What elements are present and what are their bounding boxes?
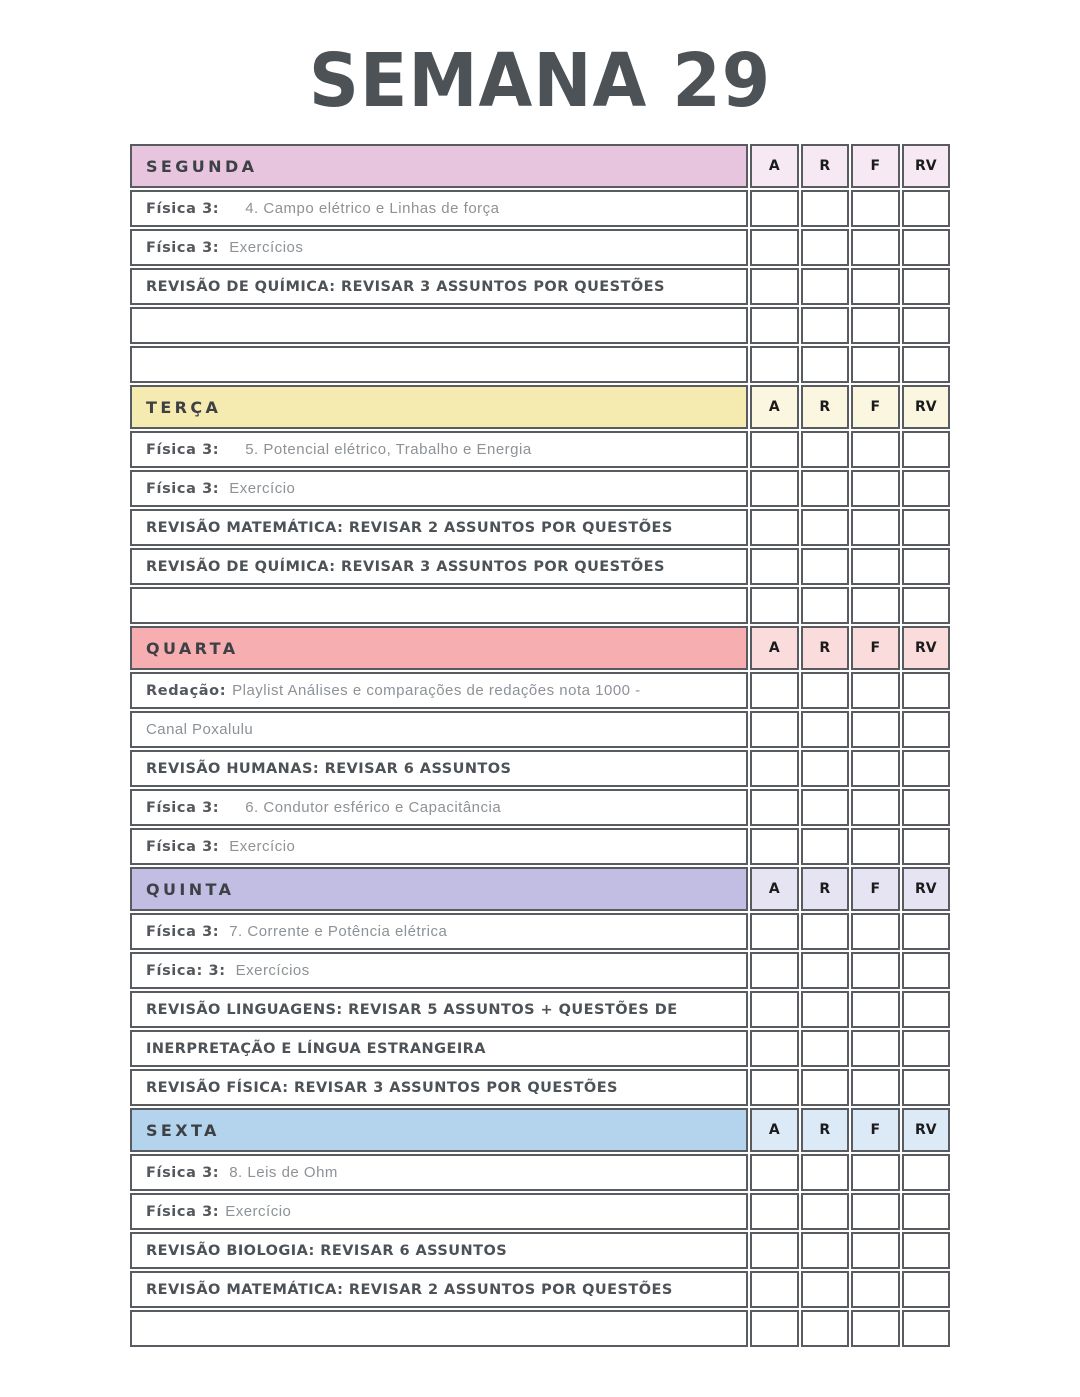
check-columns (748, 1030, 950, 1067)
checkbox-cell-rv[interactable] (902, 789, 951, 826)
task-row (130, 190, 950, 227)
checkbox-cell-rv[interactable] (902, 672, 951, 709)
revision-task: REVISÃO DE QUÍMICA: REVISAR 3 ASSUNTOS POR QUESTÕES (146, 558, 665, 575)
check-columns (748, 144, 950, 188)
column-header-r: R (801, 1108, 850, 1152)
task-cell[interactable] (130, 190, 748, 227)
revision-task: REVISÃO FÍSICA: REVISAR 3 ASSUNTOS POR QUESTÕES (146, 1079, 618, 1096)
subject-description: Exercício (225, 1203, 292, 1220)
task-row (130, 913, 950, 950)
checkbox-cell-rv[interactable] (902, 1310, 951, 1347)
day-name-label: SEXTA (146, 1120, 220, 1140)
checkbox-cell-r[interactable] (801, 587, 850, 624)
check-columns (748, 587, 950, 624)
checkbox-cell-r[interactable] (801, 672, 850, 709)
checkbox-cell-a[interactable] (750, 1193, 799, 1230)
subject-description: 4. Campo elétrico e Linhas de força (245, 200, 500, 217)
day-header-sexta (130, 1108, 748, 1152)
subject-description: 7. Corrente e Potência elétrica (229, 923, 448, 940)
checkbox-cell-rv[interactable] (902, 307, 951, 344)
column-header-rv: RV (902, 626, 951, 670)
task-cell[interactable] (130, 991, 748, 1028)
checkbox-cell-r[interactable] (801, 229, 850, 266)
task-row (130, 952, 950, 989)
day-header-terça (130, 385, 748, 429)
subject-label: Física 3: (146, 923, 220, 940)
checkbox-cell-a[interactable] (750, 190, 799, 227)
checkbox-cell-r[interactable] (801, 509, 850, 546)
task-cell[interactable] (130, 672, 748, 709)
checkbox-cell-f[interactable] (851, 1310, 900, 1347)
checkbox-cell-r[interactable] (801, 1193, 850, 1230)
checkbox-cell-rv[interactable] (902, 346, 951, 383)
subject-description: 6. Condutor esférico e Capacitância (245, 799, 502, 816)
check-columns (748, 711, 950, 748)
check-columns (748, 867, 950, 911)
checkbox-cell-f[interactable] (851, 1154, 900, 1191)
column-header-rv: RV (902, 867, 951, 911)
subject-label: Redação: (146, 682, 227, 699)
task-cell[interactable] (130, 1154, 748, 1191)
checkbox-cell-r[interactable] (801, 1069, 850, 1106)
task-row (130, 470, 950, 507)
column-header-r: R (801, 626, 850, 670)
checkbox-cell-a[interactable] (750, 229, 799, 266)
checkbox-cell-rv[interactable] (902, 952, 951, 989)
subject-label: Física: 3: (146, 962, 226, 979)
checkbox-cell-a[interactable] (750, 828, 799, 865)
task-row (130, 307, 950, 344)
task-description-continuation: Canal Poxalulu (146, 721, 254, 738)
empty-task-cell[interactable] (130, 346, 748, 383)
checkbox-cell-r[interactable] (801, 789, 850, 826)
checkbox-cell-f[interactable] (851, 913, 900, 950)
day-header-row (130, 626, 950, 670)
checkbox-cell-a[interactable] (750, 1030, 799, 1067)
subject-label: Física 3: (146, 838, 220, 855)
checkbox-cell-rv[interactable] (902, 1232, 951, 1269)
check-columns (748, 548, 950, 585)
task-row (130, 1310, 950, 1347)
checkbox-cell-rv[interactable] (902, 229, 951, 266)
checkbox-cell-r[interactable] (801, 991, 850, 1028)
checkbox-cell-f[interactable] (851, 307, 900, 344)
checkbox-cell-a[interactable] (750, 750, 799, 787)
checkbox-cell-r[interactable] (801, 307, 850, 344)
task-row (130, 991, 950, 1028)
checkbox-cell-f[interactable] (851, 1232, 900, 1269)
task-cell[interactable] (130, 1069, 748, 1106)
checkbox-cell-rv[interactable] (902, 587, 951, 624)
task-cell[interactable] (130, 229, 748, 266)
checkbox-cell-f[interactable] (851, 991, 900, 1028)
task-cell[interactable] (130, 711, 748, 748)
task-cell[interactable] (130, 1271, 748, 1308)
checkbox-cell-a[interactable] (750, 672, 799, 709)
task-cell[interactable] (130, 952, 748, 989)
checkbox-cell-r[interactable] (801, 828, 850, 865)
subject-label: Física 3: (146, 1203, 220, 1220)
task-row (130, 672, 950, 709)
checkbox-cell-a[interactable] (750, 1271, 799, 1308)
subject-description: Exercício (229, 480, 296, 497)
day-name-label: QUINTA (146, 879, 235, 899)
revision-task: REVISÃO DE QUÍMICA: REVISAR 3 ASSUNTOS POR QUESTÕES (146, 278, 665, 295)
checkbox-cell-f[interactable] (851, 952, 900, 989)
check-columns (748, 913, 950, 950)
subject-label: Física 3: (146, 799, 220, 816)
check-columns (748, 828, 950, 865)
check-columns (748, 268, 950, 305)
checkbox-cell-rv[interactable] (902, 1271, 951, 1308)
task-row (130, 431, 950, 468)
empty-task-cell[interactable] (130, 307, 748, 344)
day-header-row (130, 144, 950, 188)
task-cell[interactable] (130, 1030, 748, 1067)
check-columns (748, 1232, 950, 1269)
subject-label: Física 3: (146, 1164, 220, 1181)
day-name-label: QUARTA (146, 638, 239, 658)
day-header-row (130, 385, 950, 429)
checkbox-cell-rv[interactable] (902, 828, 951, 865)
task-cell[interactable] (130, 509, 748, 546)
checkbox-cell-rv[interactable] (902, 1069, 951, 1106)
checkbox-cell-f[interactable] (851, 750, 900, 787)
column-header-a: A (750, 144, 799, 188)
check-columns (748, 672, 950, 709)
check-columns (748, 1193, 950, 1230)
subject-description: Exercício (229, 838, 296, 855)
subject-description: Playlist Análises e comparações de redações nota 1000 - (232, 682, 641, 699)
checkbox-cell-rv[interactable] (902, 1154, 951, 1191)
column-header-f: F (851, 1108, 900, 1152)
task-cell[interactable] (130, 470, 748, 507)
checkbox-cell-rv[interactable] (902, 1030, 951, 1067)
empty-task-cell[interactable] (130, 1310, 748, 1347)
checkbox-cell-r[interactable] (801, 913, 850, 950)
check-columns (748, 952, 950, 989)
checkbox-cell-r[interactable] (801, 1154, 850, 1191)
task-cell[interactable] (130, 431, 748, 468)
column-header-rv: RV (902, 1108, 951, 1152)
column-header-a: A (750, 867, 799, 911)
checkbox-cell-f[interactable] (851, 587, 900, 624)
checkbox-cell-f[interactable] (851, 190, 900, 227)
task-row (130, 828, 950, 865)
check-columns (748, 1108, 950, 1152)
checkbox-cell-a[interactable] (750, 1069, 799, 1106)
revision-task: REVISÃO HUMANAS: REVISAR 6 ASSUNTOS (146, 760, 512, 777)
checkbox-cell-r[interactable] (801, 1030, 850, 1067)
revision-task: REVISÃO BIOLOGIA: REVISAR 6 ASSUNTOS (146, 1242, 508, 1259)
subject-description: Exercícios (235, 962, 310, 979)
checkbox-cell-a[interactable] (750, 548, 799, 585)
column-header-a: A (750, 626, 799, 670)
task-cell[interactable] (130, 828, 748, 865)
column-header-r: R (801, 385, 850, 429)
task-cell[interactable] (130, 268, 748, 305)
checkbox-cell-f[interactable] (851, 268, 900, 305)
day-name-label: TERÇA (146, 397, 222, 417)
subject-label: Física 3: (146, 239, 220, 256)
task-row (130, 750, 950, 787)
column-header-rv: RV (902, 144, 951, 188)
checkbox-cell-a[interactable] (750, 711, 799, 748)
check-columns (748, 1271, 950, 1308)
day-header-row (130, 867, 950, 911)
checkbox-cell-a[interactable] (750, 952, 799, 989)
checkbox-cell-r[interactable] (801, 548, 850, 585)
checkbox-cell-a[interactable] (750, 431, 799, 468)
checkbox-cell-r[interactable] (801, 1271, 850, 1308)
checkbox-cell-f[interactable] (851, 1030, 900, 1067)
checkbox-cell-rv[interactable] (902, 268, 951, 305)
checkbox-cell-f[interactable] (851, 1069, 900, 1106)
checkbox-cell-f[interactable] (851, 711, 900, 748)
page-title: SEMANA 29 (308, 38, 772, 124)
checkbox-cell-r[interactable] (801, 190, 850, 227)
checkbox-cell-rv[interactable] (902, 190, 951, 227)
checkbox-cell-rv[interactable] (902, 750, 951, 787)
checkbox-cell-r[interactable] (801, 470, 850, 507)
checkbox-cell-f[interactable] (851, 1271, 900, 1308)
checkbox-cell-rv[interactable] (902, 470, 951, 507)
column-header-r: R (801, 144, 850, 188)
task-row (130, 1232, 950, 1269)
checkbox-cell-rv[interactable] (902, 991, 951, 1028)
checkbox-cell-a[interactable] (750, 307, 799, 344)
checkbox-cell-a[interactable] (750, 509, 799, 546)
revision-task: REVISÃO MATEMÁTICA: REVISAR 2 ASSUNTOS POR QUESTÕES (146, 519, 673, 536)
subject-label: Física 3: (146, 200, 220, 217)
task-row (130, 1271, 950, 1308)
task-cell[interactable] (130, 1232, 748, 1269)
check-columns (748, 431, 950, 468)
checkbox-cell-r[interactable] (801, 1310, 850, 1347)
subject-description: 5. Potencial elétrico, Trabalho e Energia (245, 441, 532, 458)
column-header-a: A (750, 385, 799, 429)
checkbox-cell-rv[interactable] (902, 509, 951, 546)
checkbox-cell-a[interactable] (750, 268, 799, 305)
task-row (130, 789, 950, 826)
check-columns (748, 750, 950, 787)
checkbox-cell-a[interactable] (750, 1232, 799, 1269)
column-header-f: F (851, 867, 900, 911)
empty-task-cell[interactable] (130, 587, 748, 624)
checkbox-cell-r[interactable] (801, 750, 850, 787)
checkbox-cell-f[interactable] (851, 828, 900, 865)
task-row (130, 1193, 950, 1230)
check-columns (748, 509, 950, 546)
task-row (130, 268, 950, 305)
checkbox-cell-rv[interactable] (902, 1193, 951, 1230)
checkbox-cell-r[interactable] (801, 431, 850, 468)
checkbox-cell-f[interactable] (851, 672, 900, 709)
check-columns (748, 346, 950, 383)
revision-task: REVISÃO MATEMÁTICA: REVISAR 2 ASSUNTOS POR QUESTÕES (146, 1281, 673, 1298)
checkbox-cell-a[interactable] (750, 991, 799, 1028)
task-cell[interactable] (130, 548, 748, 585)
task-row (130, 509, 950, 546)
check-columns (748, 229, 950, 266)
checkbox-cell-a[interactable] (750, 1154, 799, 1191)
revision-task: INERPRETAÇÃO E LÍNGUA ESTRANGEIRA (146, 1040, 486, 1057)
checkbox-cell-a[interactable] (750, 1310, 799, 1347)
task-row (130, 587, 950, 624)
checkbox-cell-r[interactable] (801, 268, 850, 305)
task-row (130, 711, 950, 748)
column-header-f: F (851, 144, 900, 188)
subject-label: Física 3: (146, 441, 220, 458)
checkbox-cell-f[interactable] (851, 229, 900, 266)
check-columns (748, 789, 950, 826)
check-columns (748, 190, 950, 227)
task-row (130, 1154, 950, 1191)
check-columns (748, 991, 950, 1028)
checkbox-cell-f[interactable] (851, 346, 900, 383)
task-row (130, 1030, 950, 1067)
checkbox-cell-r[interactable] (801, 1232, 850, 1269)
check-columns (748, 385, 950, 429)
checkbox-cell-f[interactable] (851, 470, 900, 507)
checkbox-cell-f[interactable] (851, 431, 900, 468)
checkbox-cell-f[interactable] (851, 789, 900, 826)
day-header-row (130, 1108, 950, 1152)
column-header-f: F (851, 626, 900, 670)
checkbox-cell-r[interactable] (801, 711, 850, 748)
task-row (130, 346, 950, 383)
checkbox-cell-rv[interactable] (902, 913, 951, 950)
checkbox-cell-a[interactable] (750, 587, 799, 624)
checkbox-cell-rv[interactable] (902, 548, 951, 585)
column-header-f: F (851, 385, 900, 429)
checkbox-cell-a[interactable] (750, 789, 799, 826)
weekly-planner-table (130, 144, 950, 1347)
task-row (130, 548, 950, 585)
day-name-label: SEGUNDA (146, 156, 258, 176)
task-cell[interactable] (130, 750, 748, 787)
checkbox-cell-f[interactable] (851, 1193, 900, 1230)
checkbox-cell-r[interactable] (801, 952, 850, 989)
task-row (130, 229, 950, 266)
subject-label: Física 3: (146, 480, 220, 497)
day-header-quinta (130, 867, 748, 911)
subject-description: 8. Leis de Ohm (229, 1164, 338, 1181)
task-cell[interactable] (130, 913, 748, 950)
revision-task: REVISÃO LINGUAGENS: REVISAR 5 ASSUNTOS + QUESTÕES DE (146, 1001, 678, 1018)
day-header-segunda (130, 144, 748, 188)
column-header-rv: RV (902, 385, 951, 429)
task-cell[interactable] (130, 789, 748, 826)
task-cell[interactable] (130, 1193, 748, 1230)
column-header-a: A (750, 1108, 799, 1152)
check-columns (748, 1069, 950, 1106)
checkbox-cell-r[interactable] (801, 346, 850, 383)
checkbox-cell-a[interactable] (750, 346, 799, 383)
checkbox-cell-a[interactable] (750, 470, 799, 507)
checkbox-cell-rv[interactable] (902, 431, 951, 468)
checkbox-cell-rv[interactable] (902, 711, 951, 748)
checkbox-cell-a[interactable] (750, 913, 799, 950)
checkbox-cell-f[interactable] (851, 509, 900, 546)
check-columns (748, 626, 950, 670)
check-columns (748, 1310, 950, 1347)
column-header-r: R (801, 867, 850, 911)
checkbox-cell-f[interactable] (851, 548, 900, 585)
check-columns (748, 307, 950, 344)
task-row (130, 1069, 950, 1106)
day-header-quarta (130, 626, 748, 670)
check-columns (748, 1154, 950, 1191)
subject-description: Exercícios (229, 239, 304, 256)
check-columns (748, 470, 950, 507)
